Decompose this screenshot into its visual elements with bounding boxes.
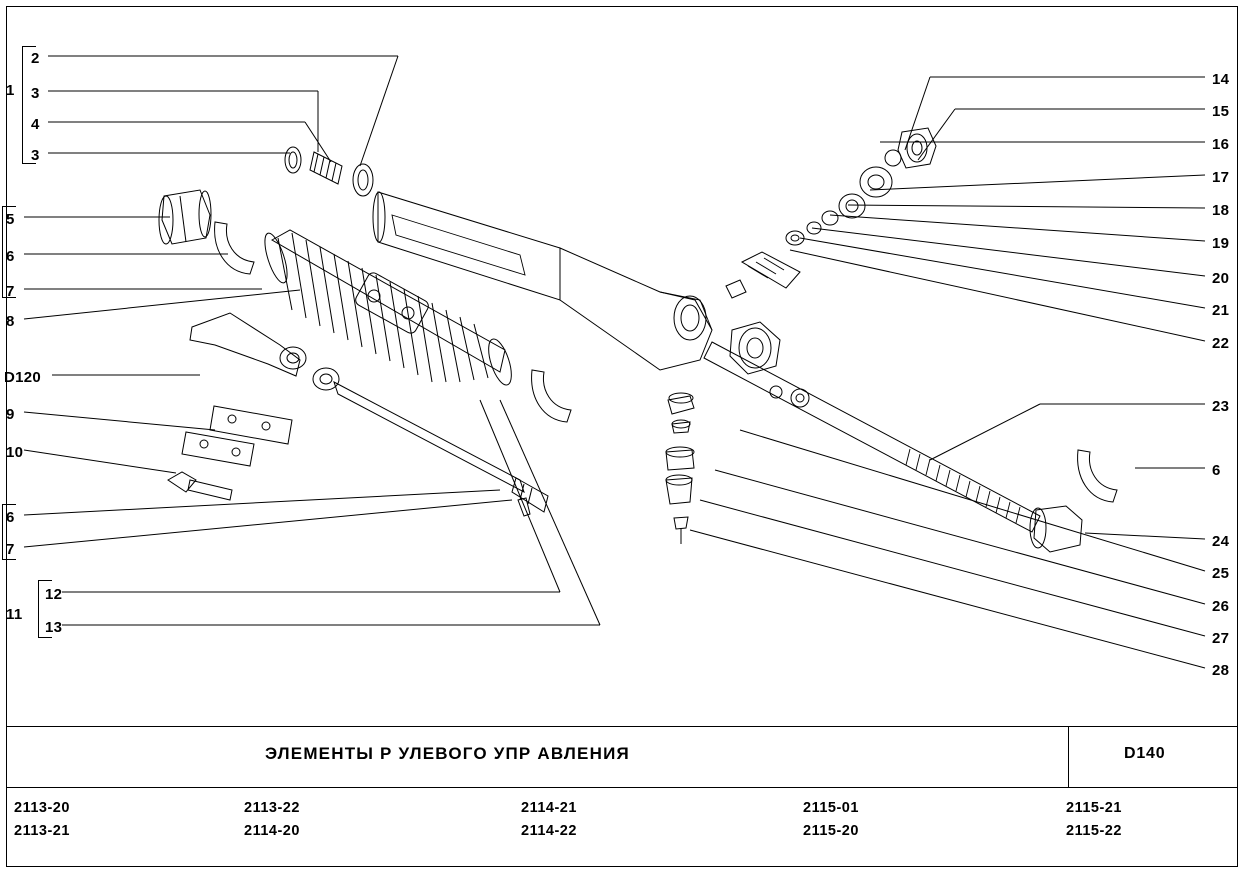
callout-left-3: 3: [31, 85, 40, 102]
callout-right-22: 22: [1212, 335, 1230, 352]
callout-left-13: 13: [45, 619, 63, 636]
callout-right-23: 23: [1212, 398, 1230, 415]
model-codes: [7, 789, 1237, 867]
model-code: 2115-01: [803, 800, 859, 816]
callout-right-19: 19: [1212, 235, 1230, 252]
model-code: 2114-21: [521, 800, 577, 816]
model-code: 2115-22: [1066, 823, 1122, 839]
model-code: 2113-20: [14, 800, 70, 816]
callout-right-24: 24: [1212, 533, 1230, 550]
callout-left-12: 12: [45, 586, 63, 603]
callout-left-7: 7: [6, 283, 15, 300]
callout-right-28: 28: [1212, 662, 1230, 679]
callout-left-10: 10: [6, 444, 24, 461]
model-column-3: [521, 800, 577, 846]
callout-left-5: 5: [6, 211, 15, 228]
model-code: 2114-22: [521, 823, 577, 839]
callout-left-6: 6: [6, 248, 15, 265]
callout-left-8: 8: [6, 313, 15, 330]
callout-left-9: 9: [6, 406, 15, 423]
model-code: 2113-21: [14, 823, 70, 839]
callout-right-26: 26: [1212, 598, 1230, 615]
model-column-2: [244, 800, 300, 846]
callout-right-16: 16: [1212, 136, 1230, 153]
callout-right-18: 18: [1212, 202, 1230, 219]
callout-right-17: 17: [1212, 169, 1230, 186]
callout-right-20: 20: [1212, 270, 1230, 287]
callout-left-3b: 3: [31, 147, 40, 164]
callout-right-25: 25: [1212, 565, 1230, 582]
callout-left-1: 1: [6, 82, 15, 99]
title-divider: [1068, 726, 1069, 788]
callout-right-27: 27: [1212, 630, 1230, 647]
callout-left-6b: 6: [6, 509, 15, 526]
callout-right-6: 6: [1212, 462, 1221, 479]
callout-right-15: 15: [1212, 103, 1230, 120]
model-code: 2115-21: [1066, 800, 1122, 816]
sheet-code: D140: [1124, 745, 1166, 762]
callout-left-11: 11: [6, 606, 23, 623]
model-code: 2115-20: [803, 823, 859, 839]
callout-right-14: 14: [1212, 71, 1230, 88]
model-code: 2113-22: [244, 800, 300, 816]
model-column-1: [14, 800, 70, 846]
model-column-5: [1066, 800, 1122, 846]
callout-left-2: 2: [31, 50, 40, 67]
callout-right-21: 21: [1212, 302, 1230, 319]
model-column-4: [803, 800, 859, 846]
callout-left-4: 4: [31, 116, 40, 133]
model-code: 2114-20: [244, 823, 300, 839]
callout-left-d120: D120: [4, 369, 42, 386]
diagram-title: ЭЛЕМЕНТЫ Р УЛЕВОГО УПР АВЛЕНИЯ: [265, 744, 630, 763]
callout-left-7b: 7: [6, 541, 15, 558]
